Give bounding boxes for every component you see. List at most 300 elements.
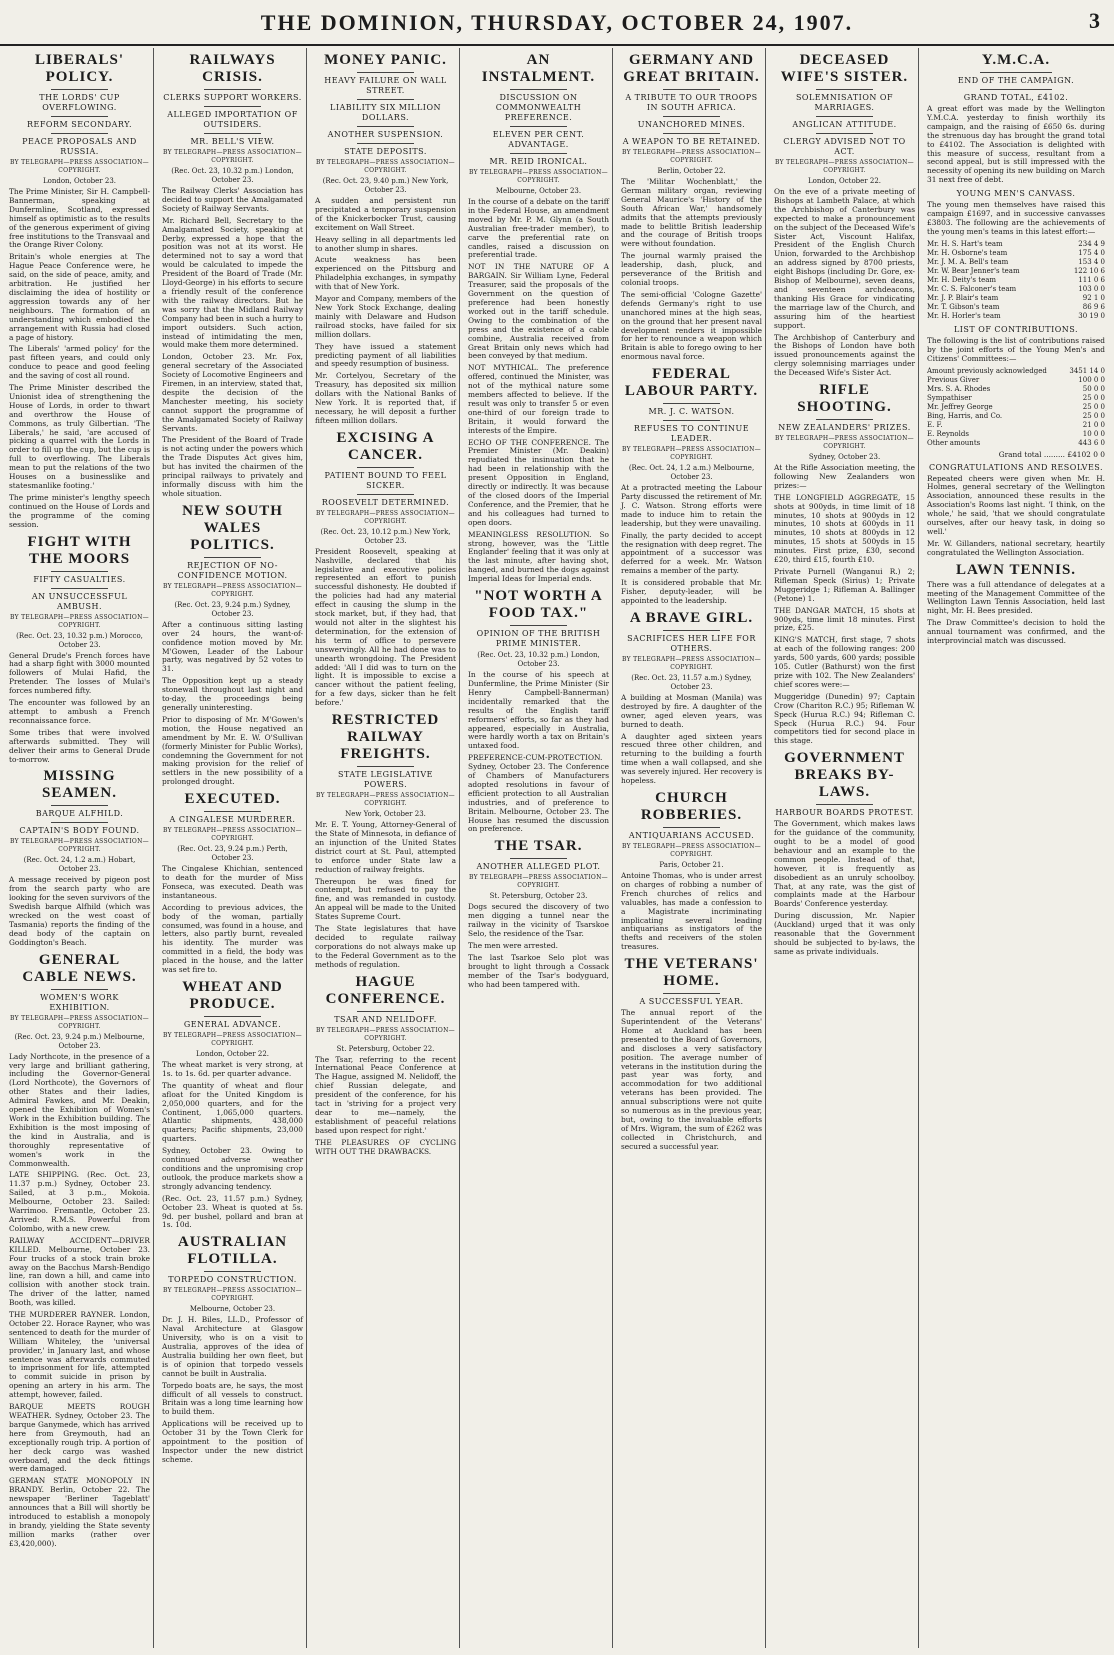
- article-paragraph: Mr. Cortelyou, Secretary of the Treasury, has deposited six million dollars with the National Banks of New York. It is reported that, if necessary, he will deposit a further fifteen million dollars.: [315, 371, 456, 425]
- table-cell-amount: 111 0 6: [1078, 275, 1105, 284]
- dateline: London, October 22.: [195, 1050, 270, 1058]
- newspaper-columns: [6, 48, 1108, 1648]
- article-paragraph: (Rec. Oct. 23, 11.57 p.m.) Sydney, October 23. Wheat is quoted at 5s. 9d. per bushel, pollard and bran at 1s. 10d.: [162, 1193, 303, 1230]
- article-paragraph: Applications will be received up to October 31 by the Town Clerk for appointment to the position of Inspector under the new district scheme.: [162, 1419, 303, 1464]
- table-row: [927, 312, 1105, 321]
- divider-rule: [204, 1016, 260, 1017]
- divider-rule: [51, 133, 107, 134]
- table-row: [927, 303, 1105, 312]
- article-subheading: HARBOUR BOARDS PROTEST.: [775, 808, 914, 818]
- article: [468, 838, 609, 989]
- divider-rule: [816, 133, 872, 134]
- article: [927, 52, 1105, 185]
- table-row: [927, 249, 1105, 258]
- article-headline: WHEAT AND PRODUCE.: [182, 979, 283, 1012]
- article-paragraph: The prime minister's lengthy speech continued on the House of Lords and the programme of the coming session.: [9, 492, 150, 529]
- divider-rule: [663, 116, 719, 117]
- article-subheading: OPINION OF THE BRITISH PRIME MINISTER.: [476, 629, 601, 649]
- article-subheading: YOUNG MEN'S CANVASS.: [956, 189, 1076, 199]
- article-subheading: CONGRATULATIONS AND RESOLVES.: [928, 462, 1104, 472]
- article-paragraph: Thereupon he was fined for contempt, but refused to pay the fine, and was remanded in custody. An appeal will be made to the United States Supreme Court.: [315, 876, 456, 922]
- article-paragraph: The following is the list of contributions raised by the joint efforts of the Young Men's and Citizens' Committees:—: [927, 335, 1105, 363]
- table-row: [927, 394, 1105, 403]
- article-subheading: THE LORDS' CUP OVERFLOWING.: [39, 93, 120, 112]
- article-subheading: MR. J. C. WATSON.: [648, 407, 735, 417]
- article-headline: AUSTRALIAN FLOTILLA.: [177, 1234, 288, 1268]
- article-paragraph: Heavy selling in all departments led to another slump in shares.: [315, 234, 456, 253]
- table-cell-name: Mr. H. Horler's team: [927, 311, 1001, 320]
- article-subheading: NEW ZEALANDERS' PRIZES.: [778, 423, 911, 433]
- table-cell-name: Mr. T. Gibson's team: [927, 302, 1000, 311]
- article-paragraph: The Opposition kept up a steady stonewall throughout last night and to-day, the proceedings being generally uninteresting.: [162, 676, 303, 712]
- table-cell-amount: 21 0 0: [1082, 420, 1105, 429]
- article-paragraph: Mr. W. Gillanders, national secretary, heartily congratulated the Wellington Association.: [927, 538, 1105, 557]
- article-subheading: BARQUE ALFHILD.: [35, 809, 124, 819]
- article-paragraph: RAILWAY ACCIDENT—DRIVER KILLED. Melbourne, October 23. Four trucks of a stock train broke away on the Bacchus Marsh-Bendigo line, ran down a hill, and came into collision with another stock train. The driver of the latter, named Booth, was killed.: [9, 1235, 150, 1308]
- article-subheading: LIST OF CONTRIBUTIONS.: [953, 324, 1079, 334]
- article-paragraph: Muggeridge (Dunedin) 97; Captain Crow (Chariton R.C.) 95; Rifleman W. Speck (Hurua R.C.) 94; Rifleman C. Speck (Hurua R.C.) 94. Four competitors tied for second place in this stage.: [774, 691, 915, 746]
- dateline: St. Petersburg, October 23.: [489, 892, 588, 901]
- table-cell-amount: 153 4 0: [1078, 257, 1105, 266]
- article: [162, 503, 303, 787]
- wire-credit: BY TELEGRAPH—PRESS ASSOCIATION—COPYRIGHT.: [622, 446, 761, 462]
- article-paragraph: The semi-official 'Cologne Gazette' defends Germany's right to use unanchored mines at the high seas, on the ground that her present naval development renders it impossible for her to renounce a weapon which Britain is able to forego owing to her enormous naval force.: [621, 289, 762, 362]
- divider-rule: [51, 89, 107, 90]
- article: [927, 463, 1105, 558]
- divider-rule: [663, 630, 719, 631]
- article-subheading: UNANCHORED MINES.: [637, 120, 746, 129]
- article-paragraph: The Tsar, referring to the recent International Peace Conference at The Hague, assigned M. Nelidoff, the chief Russian delegate, and president of the conference, for his tact in 'striving for a project very dear to me—namely, the establishment of peaceful relations based upon respect for right.': [315, 1054, 456, 1135]
- divider-rule: [357, 143, 413, 144]
- table-row: [927, 267, 1105, 276]
- article-paragraph: Britain's whole energies at The Hague Peace Conference were, he said, on the side of peace, amity, and arbitration. He justified her disclaiming the idea of hostility or aggression towards any of her neighbours. The formation of an understanding which embodied the arrangement with Russia had closed a page of history.: [9, 252, 150, 342]
- article-subheading: ANGLICAN ATTITUDE.: [792, 120, 897, 129]
- article-subheading: PEACE PROPOSALS AND RUSSIA.: [22, 137, 137, 156]
- article-paragraph: There was a full attendance of delegates at a meeting of the Management Committee of the Wellington Lawn Tennis Association, held last night, Mr. H. Bees presided.: [927, 579, 1105, 616]
- article-subheading: A CINGALESE MURDERER.: [169, 815, 296, 825]
- divider-rule: [663, 827, 719, 828]
- contributions-table: [927, 240, 1105, 321]
- article-subheading: MR. REID IRONICAL.: [489, 157, 588, 166]
- column-2: [159, 48, 307, 1648]
- divider-rule: [357, 72, 413, 73]
- article-paragraph: THE DANGAR MATCH, 15 shots at 900yds, time limit 18 minutes. First prize, £25.: [774, 605, 915, 633]
- column-3: [312, 48, 460, 1648]
- article-paragraph: At the Rifle Association meeting, the following New Zealanders won prizes:—: [774, 463, 915, 490]
- dateline: (Rec. Oct. 23, 10.32 p.m.) London, October 23.: [477, 651, 600, 669]
- article-paragraph: Finally, the party decided to accept the resignation with deep regret. The appointment of a successor was deferred for a week. Mr. Watson remains a member of the party.: [621, 530, 762, 576]
- dateline: Sydney, October 23.: [808, 453, 881, 462]
- dateline: New York, October 23.: [345, 810, 426, 819]
- article-subheading: ANTIQUARIANS ACCUSED.: [628, 830, 755, 840]
- article-paragraph: At a protracted meeting the Labour Party discussed the retirement of Mr. J. C. Watson. Strong efforts were made to induce him to retain the leadership, but they were unavailing.: [621, 483, 762, 528]
- article-paragraph: The journal warmly praised the leadership, dash, pluck, and perseverance of the British and colonial troops.: [621, 251, 762, 287]
- grand-total: Grand total ......... £4102 0 0: [998, 449, 1105, 459]
- article: [315, 430, 456, 708]
- article-headline: GERMANY AND GREAT BRITAIN.: [623, 52, 760, 85]
- table-cell-amount: 234 4 9: [1078, 239, 1105, 248]
- article-paragraph: General Drude's French forces have had a sharp fight with 3000 mounted followers of Mulai Hafid, the Pretender. The losses of Mulai's forces numbered fifty.: [9, 650, 150, 696]
- article-paragraph: The Prime Minister, Sir H. Campbell-Bannerman, speaking at Dunfermline, Scotland, expressed himself as optimistic as to the results of the generous experiment of giving free institutions to the Transvaal and the Orange River Colony.: [9, 187, 150, 250]
- divider-rule: [357, 99, 413, 100]
- article: [927, 189, 1105, 321]
- article-subheading: ALLEGED IMPORTATION OF OUTSIDERS.: [167, 110, 298, 129]
- article-paragraph: A message received by pigeon post from the search party who are looking for the seven survivors of the Swedish barque Alfhild (which was wrecked on the west coast of Tasmania) reports the finding of the dead body of the captain on Goddington's Beach.: [9, 875, 150, 947]
- article-headline: "NOT WORTH A FOOD TAX.": [474, 588, 603, 622]
- wire-credit: BY TELEGRAPH—PRESS ASSOCIATION—COPYRIGHT.: [10, 613, 149, 629]
- article: [162, 979, 303, 1230]
- wire-credit: BY TELEGRAPH—PRESS ASSOCIATION—COPYRIGHT.: [622, 655, 761, 671]
- wire-credit: BY TELEGRAPH—PRESS ASSOCIATION—COPYRIGHT.: [10, 159, 149, 174]
- article: [162, 1234, 303, 1465]
- article-subheading: A WEAPON TO BE RETAINED.: [622, 137, 761, 146]
- article-paragraph: NOT MYTHICAL. The preference offered, continued the Minister, was not of the mythical nature some members affected to believe. If the result was only to transfer 5 or even one-third of our foreign trade to Britain, it would forward the interests of the Empire.: [468, 363, 609, 435]
- table-cell-name: Mr. H. Deity's team: [927, 275, 997, 284]
- divider-rule: [204, 557, 260, 558]
- table-row: [927, 421, 1105, 430]
- table-cell-name: Mr. H. Osborne's team: [927, 248, 1008, 257]
- divider-rule: [663, 993, 719, 994]
- table-cell-name: E. F.: [927, 420, 943, 429]
- table-cell-amount: 92 1 0: [1082, 293, 1105, 302]
- article: [315, 974, 456, 1157]
- table-cell-name: Mr. Jeffrey George: [927, 402, 993, 411]
- article: [9, 534, 150, 765]
- table-row: [927, 412, 1105, 421]
- table-row: [927, 439, 1105, 448]
- wire-credit: BY TELEGRAPH—PRESS ASSOCIATION—COPYRIGHT.: [469, 169, 608, 184]
- article-paragraph: After a continuous sitting lasting over 24 hours, the want-of-confidence motion moved by Mr. M'Gowen, Leader of the Labour party, was negatived by 52 votes to 31.: [162, 619, 303, 674]
- article-paragraph: A daughter aged sixteen years rescued three other children, and returning to the building a fourth time when a wall collapsed, and she was severely injured. Her recovery is hopeless.: [621, 731, 762, 786]
- table-cell-name: Amount previously acknowledged: [927, 366, 1047, 375]
- dateline: (Rec. Oct. 23, 11.57 a.m.) Sydney, October 23.: [631, 673, 752, 691]
- article-paragraph: Prior to disposing of Mr. M'Gowen's motion, the House negatived an amendment by Mr. E. W. O'Sullivan (formerly Minister for Public Works), condemning the Government for not making provision for the relief of settlers in the new possibility of a prolonged drought.: [162, 714, 303, 787]
- article: [315, 52, 456, 426]
- article-subheading: REFORM SECONDARY.: [27, 120, 132, 129]
- wire-credit: BY TELEGRAPH—PRESS ASSOCIATION—COPYRIGHT.: [10, 838, 149, 854]
- article-subheading: SOLEMNISATION OF MARRIAGES.: [795, 93, 894, 112]
- article-subheading: REFUSES TO CONTINUE LEADER.: [633, 424, 750, 444]
- article-paragraph: The 'Militar Wochenblatt,' the German military organ, reviewing General Maurice's 'History of the South African War,' handsomely admits that the attempts previously made to belittle British leadership and the courage of British troops were without foundation.: [621, 177, 762, 249]
- article-subheading: PATIENT BOUND TO FEEL SICKER.: [324, 470, 447, 490]
- divider-rule: [204, 89, 260, 90]
- divider-rule: [357, 766, 413, 767]
- wire-credit: BY TELEGRAPH—PRESS ASSOCIATION—COPYRIGHT.: [163, 1032, 302, 1047]
- article-headline: THE VETERANS' HOME.: [624, 956, 759, 990]
- wire-credit: BY TELEGRAPH—PRESS ASSOCIATION—COPYRIGHT.: [775, 159, 914, 174]
- table-cell-amount: 30 19 0: [1078, 311, 1105, 320]
- dateline: (Rec. Oct. 23, 10.32 p.m.) Morocco, October 23.: [16, 631, 143, 649]
- article-subheading: GRAND TOTAL, £4102.: [963, 93, 1069, 102]
- article-paragraph: The young men themselves have raised this campaign £1697, and in successive canvasses £3803. The following are the achievements of the young men's teams in this latest effort:—: [927, 200, 1105, 236]
- article-headline: Y.M.C.A.: [981, 52, 1051, 68]
- article: [621, 956, 762, 1152]
- article: [621, 366, 762, 606]
- article: [315, 712, 456, 970]
- table-cell-name: Mr. J. P. Blair's team: [927, 293, 999, 302]
- divider-rule: [510, 858, 566, 859]
- article-subheading: CLERKS SUPPORT WORKERS.: [163, 93, 302, 102]
- table-row: [927, 376, 1105, 385]
- divider-rule: [663, 133, 719, 134]
- table-cell-name: Sympathiser: [927, 393, 972, 402]
- divider-rule: [663, 89, 719, 90]
- table-cell-name: Bing, Harris, and Co.: [927, 411, 1003, 420]
- dateline: Paris, October 21.: [659, 860, 724, 869]
- article-paragraph: In the course of a debate on the tariff in the Federal House, an amendment moved by Mr. P. M. Glynn (a South Australian free-trader member), to carve the preferential rate on candles, raised a discussion on preferential trade.: [468, 197, 609, 260]
- article-subheading: TSAR AND NELIDOFF.: [334, 1014, 437, 1024]
- article-subheading: REJECTION OF NO-CONFIDENCE MOTION.: [177, 560, 288, 580]
- table-cell-amount: 122 10 6: [1073, 266, 1105, 275]
- article-paragraph: PREFERENCE-CUM-PROTECTION. Sydney, October 23. The Conference of Chambers of Manufacturers adopted resolutions in favour of efficient protection to all Australian industries, and of preference to Britain. Melbourne, October 23. The House has resumed the discussion on preference.: [468, 753, 609, 834]
- article-paragraph: The Cingalese Khichian, sentenced to death for the murder of Miss Fonseca, was executed. Death was instantaneous.: [162, 864, 303, 900]
- article: [468, 588, 609, 834]
- divider-rule: [51, 571, 107, 572]
- article-subheading: A TRIBUTE TO OUR TROOPS IN SOUTH AFRICA.: [625, 93, 758, 112]
- divider-rule: [204, 133, 260, 134]
- divider-rule: [510, 625, 566, 626]
- article-paragraph: The last Tsarkoe Selo plot was brought to light through a Cossack member of the Tsar's bodyguard, who had been tampered with.: [468, 952, 609, 989]
- divider-rule: [816, 116, 872, 117]
- column-1: [6, 48, 154, 1648]
- article-subheading: DISCUSSION ON COMMONWEALTH PREFERENCE.: [495, 93, 582, 122]
- table-cell-name: Mr. H. S. Hart's team: [927, 239, 1003, 248]
- divider-rule: [980, 72, 1051, 73]
- table-cell-amount: 50 0 0: [1082, 384, 1105, 393]
- article-headline: RESTRICTED RAILWAY FREIGHTS.: [331, 712, 440, 763]
- article-headline: NEW SOUTH WALES POLITICS.: [182, 502, 283, 553]
- article-paragraph: Lady Northcote, in the presence of a very large and brilliant gathering, including the Governor-General (Lord Northcote), the Governors of other States and their ladies, Admiral Fawkes, and Mr. Deakin, opened the Exhibition of Women's Work in the Exhibition building. The Exhibition is the most imposing of the kind in Australia, and is thoroughly representative of women's work in the Commonwealth.: [9, 1051, 150, 1168]
- article: [774, 52, 915, 378]
- article-paragraph: A sudden and persistent run precipitated a temporary suspension of the Knickerbocker Trust, causing excitement on Wall Street.: [315, 196, 456, 232]
- table-cell-amount: 25 0 0: [1082, 393, 1105, 402]
- article-headline: MISSING SEAMEN.: [42, 768, 117, 802]
- article: [774, 750, 915, 957]
- article-paragraph: The Liberals' 'armed policy' for the past fifteen years, and could only conduce to peace and good feeling and the saving of cost all round.: [9, 344, 150, 381]
- divider-rule: [204, 106, 260, 107]
- divider-rule: [510, 89, 566, 90]
- article: [927, 325, 1105, 459]
- article-paragraph: KING'S MATCH, first stage, 7 shots at each of the following ranges: 200 yards, 500 yards, 600 yards; possible 105. Cutler (Bathurst) won the first prize with 102. The New Zealanders' chief scores were:—: [774, 635, 915, 689]
- article-paragraph: London, October 23. Mr. Fox, general secretary of the Associated Society of Locomotive Engineers and Firemen, in an interview, stated that, despite the decision of the Manchester meeting, his society cannot support the programme of the Amalgamated Society of Railway Servants.: [162, 352, 303, 433]
- dateline: (Rec. Oct. 23, 9.24 p.m.) Sydney, October 23.: [174, 600, 291, 618]
- table-row: [927, 403, 1105, 412]
- article-paragraph: Acute weakness has been experienced on the Pittsburg and Philadelphia exchanges, in sympathy with that of New York.: [315, 255, 456, 292]
- divider-rule: [357, 494, 413, 495]
- table-row: [927, 285, 1105, 294]
- wire-credit: BY TELEGRAPH—PRESS ASSOCIATION—COPYRIGHT.: [469, 874, 608, 890]
- table-cell-amount: 3451 14 0: [1069, 366, 1105, 375]
- article-subheading: SACRIFICES HER LIFE FOR OTHERS.: [627, 633, 756, 653]
- dateline: (Rec. Oct. 23, 9.40 p.m.) New York, October 23.: [322, 177, 449, 194]
- table-cell-amount: 86 9 6: [1082, 302, 1105, 311]
- wire-credit: BY TELEGRAPH—PRESS ASSOCIATION—COPYRIGHT.: [622, 842, 761, 858]
- article-paragraph: The wheat market is very strong, at 1s. to 1s. 6d. per quarter advance.: [162, 1060, 303, 1078]
- article-headline: AN INSTALMENT.: [481, 52, 596, 85]
- article-paragraph: A great effort was made by the Wellington Y.M.C.A. yesterday to finish worthily its campaign, and the raising of £650 6s. during the strenuous day has brought the grand total to £4102. The Association is delighted with this measure of success, resultant from a second appeal, but is still impressed with the necessity of opening its new building on March 31 next free of debt.: [927, 104, 1105, 185]
- article-paragraph: The Draw Committee's decision to hold the annual tournament was confirmed, and the interprovincial match was discussed.: [927, 618, 1105, 646]
- divider-rule: [816, 419, 872, 420]
- article: [621, 790, 762, 952]
- article-paragraph: MEANINGLESS RESOLUTION. So strong, however, was the 'Little Englander' feeling that it was only at the last minute, after having shot, hanged, and burned the dogs against Imperial Ideas for Imperial ends.: [468, 529, 609, 584]
- table-cell-name: Other amounts: [927, 438, 981, 447]
- table-cell-amount: 25 0 0: [1082, 402, 1105, 411]
- article-subheading: ANOTHER ALLEGED PLOT.: [476, 862, 601, 872]
- divider-rule: [204, 811, 260, 812]
- article-paragraph: Mayor and Company, members of the New York Stock Exchange, dealing mainly with Delaware and Hudson railroad stocks, have failed for six million dollars.: [315, 294, 456, 339]
- table-cell-amount: 10 0 0: [1082, 429, 1105, 438]
- article-paragraph: THE LONGFIELD AGGREGATE, 15 shots at 900yds, in time limit of 18 minutes, 10 shots at 900yds in 12 minutes, 10 shots at 600yds in 11 minutes, 10 shots at 800yds in 12 minutes, 15 shots at 500yds in 15 minutes. First prize, £30, second £20, third £15, fourth £10.: [774, 492, 915, 565]
- article-subheading: CLERGY ADVISED NOT TO ACT.: [783, 137, 906, 156]
- wire-credit: BY TELEGRAPH—PRESS ASSOCIATION—COPYRIGHT.: [163, 582, 302, 598]
- article-subheading: ELEVEN PER CENT. ADVANTAGE.: [492, 130, 585, 149]
- article-headline: GENERAL CABLE NEWS.: [22, 951, 137, 985]
- page-number: 3: [1089, 8, 1100, 33]
- article-subheading: WOMEN'S WORK EXHIBITION.: [40, 992, 119, 1012]
- article-headline: LIBERALS' POLICY.: [34, 52, 125, 85]
- wire-credit: BY TELEGRAPH—PRESS ASSOCIATION—COPYRIGHT.: [316, 1026, 455, 1042]
- table-cell-name: E. Reynolds: [927, 429, 969, 438]
- article-paragraph: The Government, which makes laws for the guidance of the community, ought to be a model of good behaviour and an example to the common people. Instead of that, however, it is frequently as disobedient as an unruly schoolboy. That, at any rate, was the gist of complaints made at the Harbour Boards' Conference yesterday.: [774, 819, 915, 909]
- article-paragraph: THE PLEASURES OF CYCLING WITH OUT THE DRAWBACKS.: [315, 1137, 456, 1156]
- article: [621, 52, 762, 362]
- table-row: [927, 385, 1105, 394]
- article-headline: FEDERAL LABOUR PARTY.: [624, 366, 759, 400]
- article-headline: RIFLE SHOOTING.: [797, 382, 892, 416]
- divider-rule: [357, 1011, 413, 1012]
- article-headline: MONEY PANIC.: [324, 52, 447, 68]
- article-paragraph: In the course of his speech at Dunfermline, the Prime Minister (Sir Henry Campbell-Bannerman) incidentally remarked that the results of the English tariff reformers' efforts, so far as they had appeared, especially in Australia, were hardly worth a tax on Britain's untaxed food.: [468, 670, 609, 751]
- article: [621, 610, 762, 786]
- article-headline: A BRAVE GIRL.: [629, 609, 754, 626]
- wire-credit: BY TELEGRAPH—PRESS ASSOCIATION—COPYRIGHT.: [163, 149, 302, 164]
- article-subheading: MR. BELL'S VIEW.: [190, 137, 275, 146]
- article-paragraph: The Prime Minister described the Unionist idea of strengthening the House of Lords, in order to thwart and overthrow the House of Commons, as truly Gilbertian. 'The Liberals,' he said, 'are accused of picking a quarrel with the Lords in order to fill up the cup, but the cup is full to overflowing. The Liberals mean to put the relations of the two Houses on a businesslike and statesmanlike footing.': [9, 383, 150, 490]
- article-subheading: ROOSEVELT DETERMINED.: [321, 497, 450, 507]
- table-row: [927, 240, 1105, 249]
- divider-rule: [816, 804, 872, 805]
- article-paragraph: Dr. J. H. Biles, LL.D., Professor of Naval Architecture at Glasgow University, who is on a visit to Australia, approves of the idea of Australia building her own fleet, but is of opinion that torpedo vessels cannot be built in Australia.: [162, 1315, 303, 1378]
- column-4: [465, 48, 613, 1648]
- article: [9, 768, 150, 947]
- divider-rule: [357, 467, 413, 468]
- divider-rule: [204, 1271, 260, 1272]
- article-paragraph: The Archbishop of Canterbury and the Bishops of London have both issued pronouncements against the clergy solemnising marriages under the Deceased Wife's Sister Act.: [774, 332, 915, 378]
- dateline: (Rec. Oct. 23, 10.32 p.m.) London, October 23.: [171, 167, 294, 184]
- article-paragraph: Repeated cheers were given when Mr. H. Holmes, general secretary of the Wellington Association, announced these results in the Association's Rooms last night. 'I think, on the whole,' he said, 'that we should congratulate ourselves, after our heavy task, in doing so well.': [927, 473, 1105, 536]
- article-paragraph: LATE SHIPPING. (Rec. Oct. 23, 11.37 p.m.) Sydney, October 23. Sailed, at 3 p.m., Mokoia. Melbourne, October 23. Sailed: Warrimoo. Fremantle, October 23. Arrived: R.M.S. Powerful from Colombo, with a new crew.: [9, 1170, 150, 1233]
- table-cell-name: Previous Giver: [927, 375, 980, 384]
- article-paragraph: It is considered probable that Mr. Fisher, deputy-leader, will be appointed to the leadership.: [621, 578, 762, 605]
- article-paragraph: According to previous advices, the body of the woman, partially consumed, was found in a house, and letters, also partly burnt, revealed his identity. The murder was committed in a field, the body was placed in the house, and the latter was set fire to.: [162, 902, 303, 975]
- wire-credit: BY TELEGRAPH—PRESS ASSOCIATION—COPYRIGHT.: [316, 159, 455, 174]
- article-subheading: FIFTY CASUALTIES.: [33, 574, 126, 584]
- dateline: London, October 22.: [807, 177, 882, 185]
- divider-rule: [51, 116, 107, 117]
- article-paragraph: Sydney, October 23. Owing to continued adverse weather conditions and the unpromising crop outlook, the produce markets show a strongly advancing tendency.: [162, 1146, 303, 1191]
- article-paragraph: BARQUE MEETS ROUGH WEATHER. Sydney, October 23. The barque Ganymede, which has arrived here from Greymouth, had an exceptionally rough trip. A portion of her deck cargo was washed overboard, and the deck fittings were damaged.: [9, 1402, 150, 1474]
- article-paragraph: The encounter was followed by an attempt to ambush a French reconnaissance force.: [9, 698, 150, 725]
- divider-rule: [510, 126, 566, 127]
- dateline: Berlin, October 22.: [657, 167, 726, 175]
- article-headline: RAILWAYS CRISIS.: [189, 52, 276, 85]
- wire-credit: BY TELEGRAPH—PRESS ASSOCIATION—COPYRIGHT.: [622, 149, 761, 164]
- article-paragraph: Private Purnell (Wanganui R.) 2; Rifleman Speck (Sirius) 1; Private Muggeridge 1; Rifleman A. Ballinger (Petone) 1.: [774, 567, 915, 603]
- wire-credit: BY TELEGRAPH—PRESS ASSOCIATION—COPYRIGHT.: [775, 435, 914, 451]
- table-cell-amount: 100 0 0: [1078, 375, 1105, 384]
- divider-rule: [510, 153, 566, 154]
- article-paragraph: The quantity of wheat and flour afloat for the United Kingdom is 2,050,000 quarters, and for the Continent, 1,065,000 quarters. Atlantic shipments, 438,000 quarters; Pacific shipments, 23,000 quarters.: [162, 1080, 303, 1144]
- dateline: (Rec. Oct. 24, 1.2 a.m.) Melbourne, October 23.: [628, 464, 755, 482]
- article-subheading: ANOTHER SUSPENSION.: [327, 130, 444, 139]
- dateline: (Rec. Oct. 23, 10.12 p.m.) New York, October 23.: [320, 527, 451, 545]
- divider-rule: [357, 126, 413, 127]
- article-headline: HAGUE CONFERENCE.: [325, 973, 446, 1007]
- article-paragraph: ECHO OF THE CONFERENCE. The Premier Minister (Mr. Deakin) repudiated the insinuation that he had been in relationship with the present Opposition in England, directly or indirectly. It was because of the closed doors of the Imperial Conference, and the Premier, that he and his colleagues had turned to open doors.: [468, 437, 609, 527]
- article-paragraph: The State legislatures that have decided to regulate railway corporations do not always make up to the Federal Government as to the methods of regulation.: [315, 924, 456, 969]
- table-cell-amount: 443 6 0: [1078, 438, 1105, 447]
- dateline: (Rec. Oct. 24, 1.2 a.m.) Hobart, October 23.: [23, 856, 136, 874]
- article-paragraph: Mr. E. T. Young, Attorney-General of the State of Minnesota, in defiance of an injunction of the United States district court at St. Paul, attempted to enforce under State law a reduction of railway freights.: [315, 820, 456, 874]
- wire-credit: BY TELEGRAPH—PRESS ASSOCIATION—COPYRIGHT.: [10, 1014, 149, 1030]
- article-subheading: AN UNSUCCESSFUL AMBUSH.: [31, 591, 128, 611]
- newspaper-title: THE DOMINION, THURSDAY, OCTOBER 24, 1907.: [260, 10, 854, 35]
- article-paragraph: The men were arrested.: [468, 941, 558, 950]
- article-paragraph: Torpedo boats are, he says, the most difficult of all vessels to construct. Britain was a long time learning how to build them.: [162, 1380, 303, 1417]
- article-subheading: GENERAL ADVANCE.: [183, 1020, 282, 1029]
- article-headline: THE TSAR.: [494, 838, 583, 855]
- article-paragraph: President Roosevelt, speaking at Nashville, declared that his legislative and executive policies represented an effort to punish successful dishonesty. He doubted if the policies had had any material effect in causing the slump in the stock market, but, if they had, that would not alter in the slightest his determination, for the extension of his term of office to persevere unswervingly. All he had done was to unearth wrongdoing. The President added: 'All I did was to turn on the light. It is impossible to excise a cancer without the patient feeling, for a few days, sicker than he felt before.': [315, 546, 456, 708]
- wire-credit: BY TELEGRAPH—PRESS ASSOCIATION—COPYRIGHT.: [163, 1287, 302, 1303]
- dateline: Melbourne, October 23.: [189, 1305, 276, 1314]
- article-paragraph: Some tribes that were involved afterwards submitted. They will deliver their arms to General Drude to-morrow.: [9, 727, 150, 764]
- article-subheading: CAPTAIN'S BODY FOUND.: [19, 826, 140, 836]
- article-headline: EXECUTED.: [184, 791, 281, 808]
- article: [162, 791, 303, 975]
- article-paragraph: During discussion, Mr. Napier (Auckland) urged that it was only reasonable that the Government should be subjected to by-laws, the same as private individuals.: [774, 911, 915, 956]
- divider-rule: [980, 89, 1051, 90]
- table-cell-name: Mrs. S. A. Rhodes: [927, 384, 991, 393]
- article-paragraph: GERMAN STATE MONOPOLY IN BRANDY. Berlin, October 22. The newspaper 'Berliner Tageblatt' announces that a Bill will shortly be introduced to establish a monopoly in brandy, yielding the State seventy million marks (rather over £3,420,000).: [9, 1476, 150, 1548]
- article-paragraph: The annual report of the Superintendent of the Veterans' Home at Auckland has been presented to the Board of Governors, and discloses a very satisfactory position. The average number of veterans in the institution during the past year was forty, and accommodation for two additional veterans has been provided. The annual subscriptions were not quite so numerous as in the previous year, but, owing to the invaluable efforts of Mrs. Wigram, the sum of £262 was collected in Christchurch, and secured a successful year.: [621, 1008, 762, 1151]
- divider-rule: [663, 420, 719, 421]
- dateline: (Rec. Oct. 23, 9.24 p.m.) Melbourne, October 23.: [14, 1032, 145, 1050]
- article-subheading: HEAVY FAILURE ON WALL STREET.: [324, 76, 447, 95]
- divider-rule: [816, 89, 872, 90]
- article-subheading: STATE LEGISLATIVE POWERS.: [338, 770, 433, 790]
- divider-rule: [51, 805, 107, 806]
- table-cell-name: Mr. W. Bear Jenner's team: [927, 266, 1020, 275]
- table-row: [927, 276, 1105, 285]
- dateline: London, October 23.: [42, 177, 117, 185]
- article-paragraph: A building at Mosman (Manila) was destroyed by fire. A daughter of the owner, aged eleven years, was burned to death.: [621, 692, 762, 729]
- article-paragraph: THE MURDERER RAYNER. London, October 22. Horace Rayner, who was sentenced to death for the murder of William Whiteley, the 'universal provider,' in January last, and whose sentence was afterwards commuted to imprisonment for life, attempted to commit suicide in prison by opening an artery in his arm. The attempt, however, failed.: [9, 1310, 150, 1400]
- column-7: [924, 48, 1108, 1648]
- wire-credit: BY TELEGRAPH—PRESS ASSOCIATION—COPYRIGHT.: [316, 792, 455, 808]
- dateline: (Rec. Oct. 23, 9.24 p.m.) Perth, October 23.: [177, 845, 288, 863]
- article-headline: FIGHT WITH THE MOORS: [27, 533, 132, 567]
- article-paragraph: NOT IN THE NATURE OF A BARGAIN. Sir William Lyne, Federal Treasurer, said the proposals of the Government on the question of preference had been honestly worked out in the tariff schedule. Owing to the combination of the press and the existence of a cable combine, Australia received from Great Britain only news which had been conveyed by that medium.: [468, 262, 609, 361]
- masthead: [0, 0, 1114, 46]
- table-row: [927, 294, 1105, 303]
- article-subheading: A SUCCESSFUL YEAR.: [639, 997, 744, 1007]
- article-subheading: STATE DEPOSITS.: [344, 147, 427, 156]
- article-subheading: END OF THE CAMPAIGN.: [957, 76, 1075, 85]
- table-row: [927, 430, 1105, 439]
- article-headline: LAWN TENNIS.: [955, 561, 1077, 578]
- article: [9, 52, 150, 530]
- article-paragraph: Dogs secured the discovery of two men digging a tunnel near the railway in the vicinity of Tsarskoe Selo, the residence of the Tsar.: [468, 902, 609, 939]
